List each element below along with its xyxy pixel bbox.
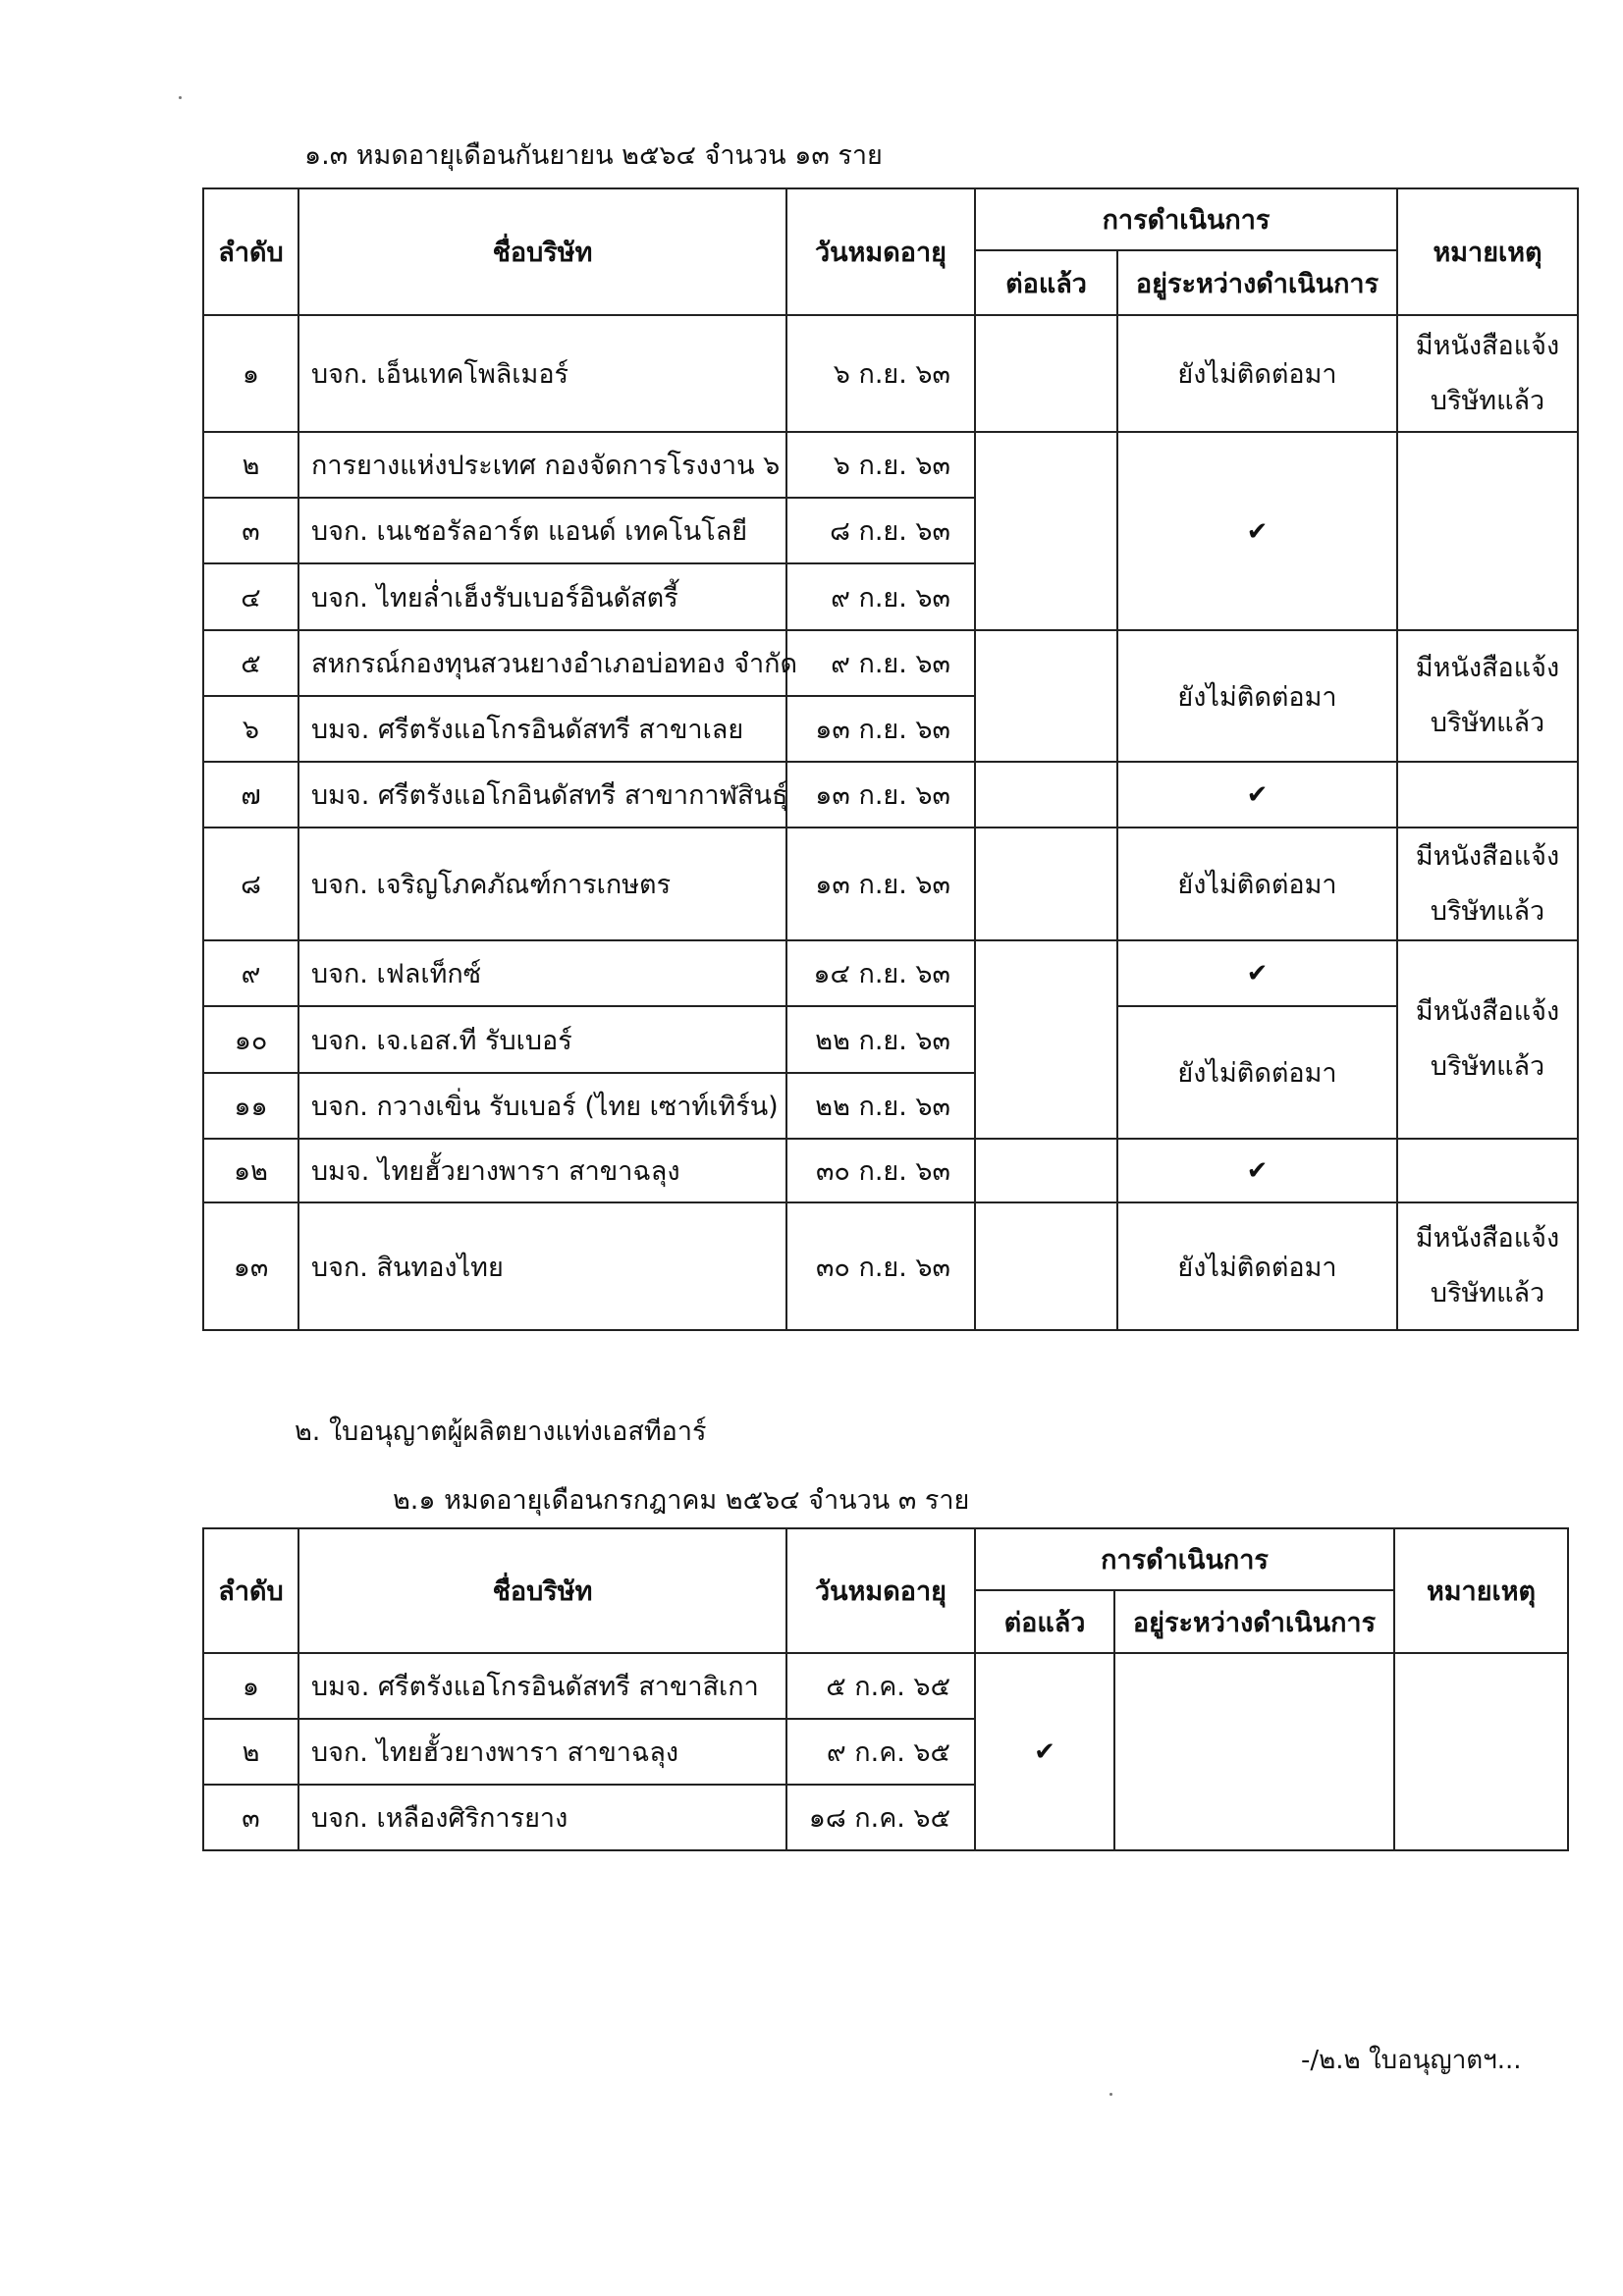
expiry-date: ๖ ก.ย. ๖๓ bbox=[786, 315, 975, 432]
company-name: บจก. ไทยฮั้วยางพารา สาขาฉลุง bbox=[298, 1719, 786, 1785]
col-header-company: ชื่อบริษัท bbox=[298, 1528, 786, 1653]
remark-cell bbox=[1397, 940, 1578, 1139]
company-name: บมจ. ไทยฮั้วยางพารา สาขาฉลุง bbox=[298, 1139, 786, 1202]
expiry-date: ๓๐ ก.ย. ๖๓ bbox=[786, 1139, 975, 1202]
company-name: บจก. เหลืองศิริการยาง bbox=[298, 1785, 786, 1850]
status-text: ยังไม่ติดต่อมา bbox=[1117, 828, 1397, 940]
remark-cell bbox=[1397, 762, 1578, 828]
expiry-date: ๙ ก.ย. ๖๓ bbox=[786, 563, 975, 630]
remark-line: มีหนังสือแจ้ง bbox=[1415, 653, 1560, 683]
table-row bbox=[203, 432, 1578, 498]
renewed-cell bbox=[975, 432, 1117, 630]
company-name: บจก. เอ็นเทคโพลิเมอร์ bbox=[298, 315, 786, 432]
table-row bbox=[203, 828, 1578, 940]
company-name: บจก. เจ.เอส.ที รับเบอร์ bbox=[298, 1006, 786, 1073]
section-2-title: ๒. ใบอนุญาตผู้ผลิตยางแท่งเอสทีอาร์ bbox=[295, 1416, 707, 1447]
renewed-cell bbox=[975, 1139, 1117, 1202]
row-number: ๘ bbox=[203, 828, 298, 940]
company-name: บจก. ไทยล่ำเฮ็งรับเบอร์อินดัสตรี้ bbox=[298, 563, 786, 630]
renewed-cell bbox=[975, 828, 1117, 940]
col-header-renewed: ต่อแล้ว bbox=[975, 250, 1117, 315]
renewed-cell bbox=[975, 315, 1117, 432]
renewed-cell bbox=[975, 1202, 1117, 1330]
renewed-cell bbox=[975, 1653, 1114, 1850]
status-cell bbox=[1117, 1139, 1397, 1202]
row-number: ๕ bbox=[203, 630, 298, 696]
status-cell bbox=[1117, 762, 1397, 828]
status-text: ยังไม่ติดต่อมา bbox=[1117, 1202, 1397, 1330]
remark-line: บริษัทแล้ว bbox=[1430, 1278, 1545, 1308]
expiry-date: ๑๔ ก.ย. ๖๓ bbox=[786, 940, 975, 1006]
row-number: ๒ bbox=[203, 1719, 298, 1785]
expiry-date: ๖ ก.ย. ๖๓ bbox=[786, 432, 975, 498]
row-number: ๑ bbox=[203, 315, 298, 432]
remark-cell bbox=[1397, 432, 1578, 630]
expiry-date: ๙ ก.ค. ๖๕ bbox=[786, 1719, 975, 1785]
expiry-date: ๙ ก.ย. ๖๓ bbox=[786, 630, 975, 696]
remark-line: บริษัทแล้ว bbox=[1430, 385, 1545, 416]
remark-cell bbox=[1397, 1139, 1578, 1202]
row-number: ๓ bbox=[203, 498, 298, 563]
col-header-in-progress: อยู่ระหว่างดำเนินการ bbox=[1117, 250, 1397, 315]
remark-line: มีหนังสือแจ้ง bbox=[1415, 330, 1560, 361]
row-number: ๑๑ bbox=[203, 1073, 298, 1139]
status-cell bbox=[1114, 1653, 1394, 1850]
check-mark-icon: ✔ bbox=[1246, 780, 1269, 810]
renewed-cell bbox=[975, 630, 1117, 762]
renewed-cell bbox=[975, 762, 1117, 828]
expiry-date: ๕ ก.ค. ๖๕ bbox=[786, 1653, 975, 1719]
table-row bbox=[203, 1202, 1578, 1330]
check-mark-icon: ✔ bbox=[1034, 1737, 1055, 1767]
row-number: ๑๐ bbox=[203, 1006, 298, 1073]
page-continuation: -/๒.๒ ใบอนุญาตฯ... bbox=[1301, 2046, 1522, 2075]
remark-line: บริษัทแล้ว bbox=[1430, 895, 1545, 927]
expiry-date: ๑๘ ก.ค. ๖๕ bbox=[786, 1785, 975, 1850]
remark-line: บริษัทแล้ว bbox=[1430, 1051, 1545, 1082]
row-number: ๗ bbox=[203, 762, 298, 828]
col-header-action: การดำเนินการ bbox=[975, 1528, 1394, 1590]
company-name: บจก. กวางเขิ่น รับเบอร์ (ไทย เซาท์เทิร์น) bbox=[298, 1073, 786, 1139]
company-name: บจก. เจริญโภคภัณฑ์การเกษตร bbox=[298, 828, 786, 940]
status-text: ยังไม่ติดต่อมา bbox=[1117, 1006, 1397, 1139]
expiry-date: ๒๒ ก.ย. ๖๓ bbox=[786, 1006, 975, 1073]
company-name: สหกรณ์กองทุนสวนยางอำเภอบ่อทอง จำกัด bbox=[298, 630, 786, 696]
status-cell bbox=[1117, 940, 1397, 1006]
expiry-date: ๑๓ ก.ย. ๖๓ bbox=[786, 762, 975, 828]
check-mark-icon: ✔ bbox=[1246, 516, 1269, 547]
expiry-date: ๘ ก.ย. ๖๓ bbox=[786, 498, 975, 563]
table-row bbox=[203, 1653, 1568, 1719]
table-row bbox=[203, 630, 1578, 696]
check-mark-icon: ✔ bbox=[1246, 1156, 1269, 1186]
company-name: บมจ. ศรีตรังแอโกรอินดัสทรี สาขาเลย bbox=[298, 696, 786, 762]
col-header-order: ลำดับ bbox=[203, 188, 298, 315]
company-name: บจก. เนเชอรัลอาร์ต แอนด์ เทคโนโลยี bbox=[298, 498, 786, 563]
remark-line: มีหนังสือแจ้ง bbox=[1415, 840, 1560, 872]
row-number: ๙ bbox=[203, 940, 298, 1006]
row-number: ๖ bbox=[203, 696, 298, 762]
row-number: ๑ bbox=[203, 1653, 298, 1719]
company-name: บมจ. ศรีตรังแอโกรอินดัสทรี สาขาสิเกา bbox=[298, 1653, 786, 1719]
company-name: บจก. สินทองไทย bbox=[298, 1202, 786, 1330]
remark-cell bbox=[1394, 1653, 1568, 1850]
col-header-action: การดำเนินการ bbox=[975, 188, 1397, 250]
section-2-1-heading: ๒.๑ หมดอายุเดือนกรกฎาคม ๒๕๖๔ จำนวน ๓ ราย bbox=[393, 1485, 970, 1516]
company-name: บมจ. ศรีตรังแอโกอินดัสทรี สาขากาฬสินธุ์ bbox=[298, 762, 786, 828]
expiry-date: ๓๐ ก.ย. ๖๓ bbox=[786, 1202, 975, 1330]
check-mark-icon: ✔ bbox=[1246, 959, 1269, 988]
table-row bbox=[203, 315, 1578, 432]
remark-cell bbox=[1397, 1202, 1578, 1330]
status-text: ยังไม่ติดต่อมา bbox=[1117, 630, 1397, 762]
section-1-3-heading: ๑.๓ หมดอายุเดือนกันยายน ๒๕๖๔ จำนวน ๑๓ ราย bbox=[304, 140, 883, 171]
row-number: ๑๒ bbox=[203, 1139, 298, 1202]
col-header-expiry: วันหมดอายุ bbox=[786, 1528, 975, 1653]
col-header-in-progress: อยู่ระหว่างดำเนินการ bbox=[1114, 1590, 1394, 1653]
remark-line: มีหนังสือแจ้ง bbox=[1415, 996, 1560, 1027]
renewed-cell bbox=[975, 940, 1117, 1139]
row-number: ๒ bbox=[203, 432, 298, 498]
remark-cell bbox=[1397, 630, 1578, 762]
table-row bbox=[203, 1006, 1578, 1073]
col-header-remark: หมายเหตุ bbox=[1397, 188, 1578, 315]
remark-cell bbox=[1397, 315, 1578, 432]
remark-cell bbox=[1397, 828, 1578, 940]
row-number: ๓ bbox=[203, 1785, 298, 1850]
status-cell bbox=[1117, 432, 1397, 630]
expiry-date: ๑๓ ก.ย. ๖๓ bbox=[786, 696, 975, 762]
expiry-date: ๑๓ ก.ย. ๖๓ bbox=[786, 828, 975, 940]
company-name: การยางแห่งประเทศ กองจัดการโรงงาน ๖ bbox=[298, 432, 786, 498]
expiry-table-september bbox=[202, 187, 1579, 1331]
col-header-remark: หมายเหตุ bbox=[1394, 1528, 1568, 1653]
status-text: ยังไม่ติดต่อมา bbox=[1117, 315, 1397, 432]
col-header-company: ชื่อบริษัท bbox=[298, 188, 786, 315]
row-number: ๔ bbox=[203, 563, 298, 630]
table-row bbox=[203, 940, 1578, 1006]
remark-line: บริษัทแล้ว bbox=[1430, 708, 1545, 738]
remark-line: มีหนังสือแจ้ง bbox=[1415, 1223, 1560, 1254]
scan-speck bbox=[179, 96, 182, 99]
col-header-renewed: ต่อแล้ว bbox=[975, 1590, 1114, 1653]
row-number: ๑๓ bbox=[203, 1202, 298, 1330]
col-header-order: ลำดับ bbox=[203, 1528, 298, 1653]
col-header-expiry: วันหมดอายุ bbox=[786, 188, 975, 315]
table-row bbox=[203, 762, 1578, 828]
expiry-table-july bbox=[202, 1527, 1569, 1851]
expiry-date: ๒๒ ก.ย. ๖๓ bbox=[786, 1073, 975, 1139]
company-name: บจก. เฟลเท็กซ์ bbox=[298, 940, 786, 1006]
table-row bbox=[203, 1139, 1578, 1202]
scan-speck bbox=[1109, 2093, 1112, 2096]
